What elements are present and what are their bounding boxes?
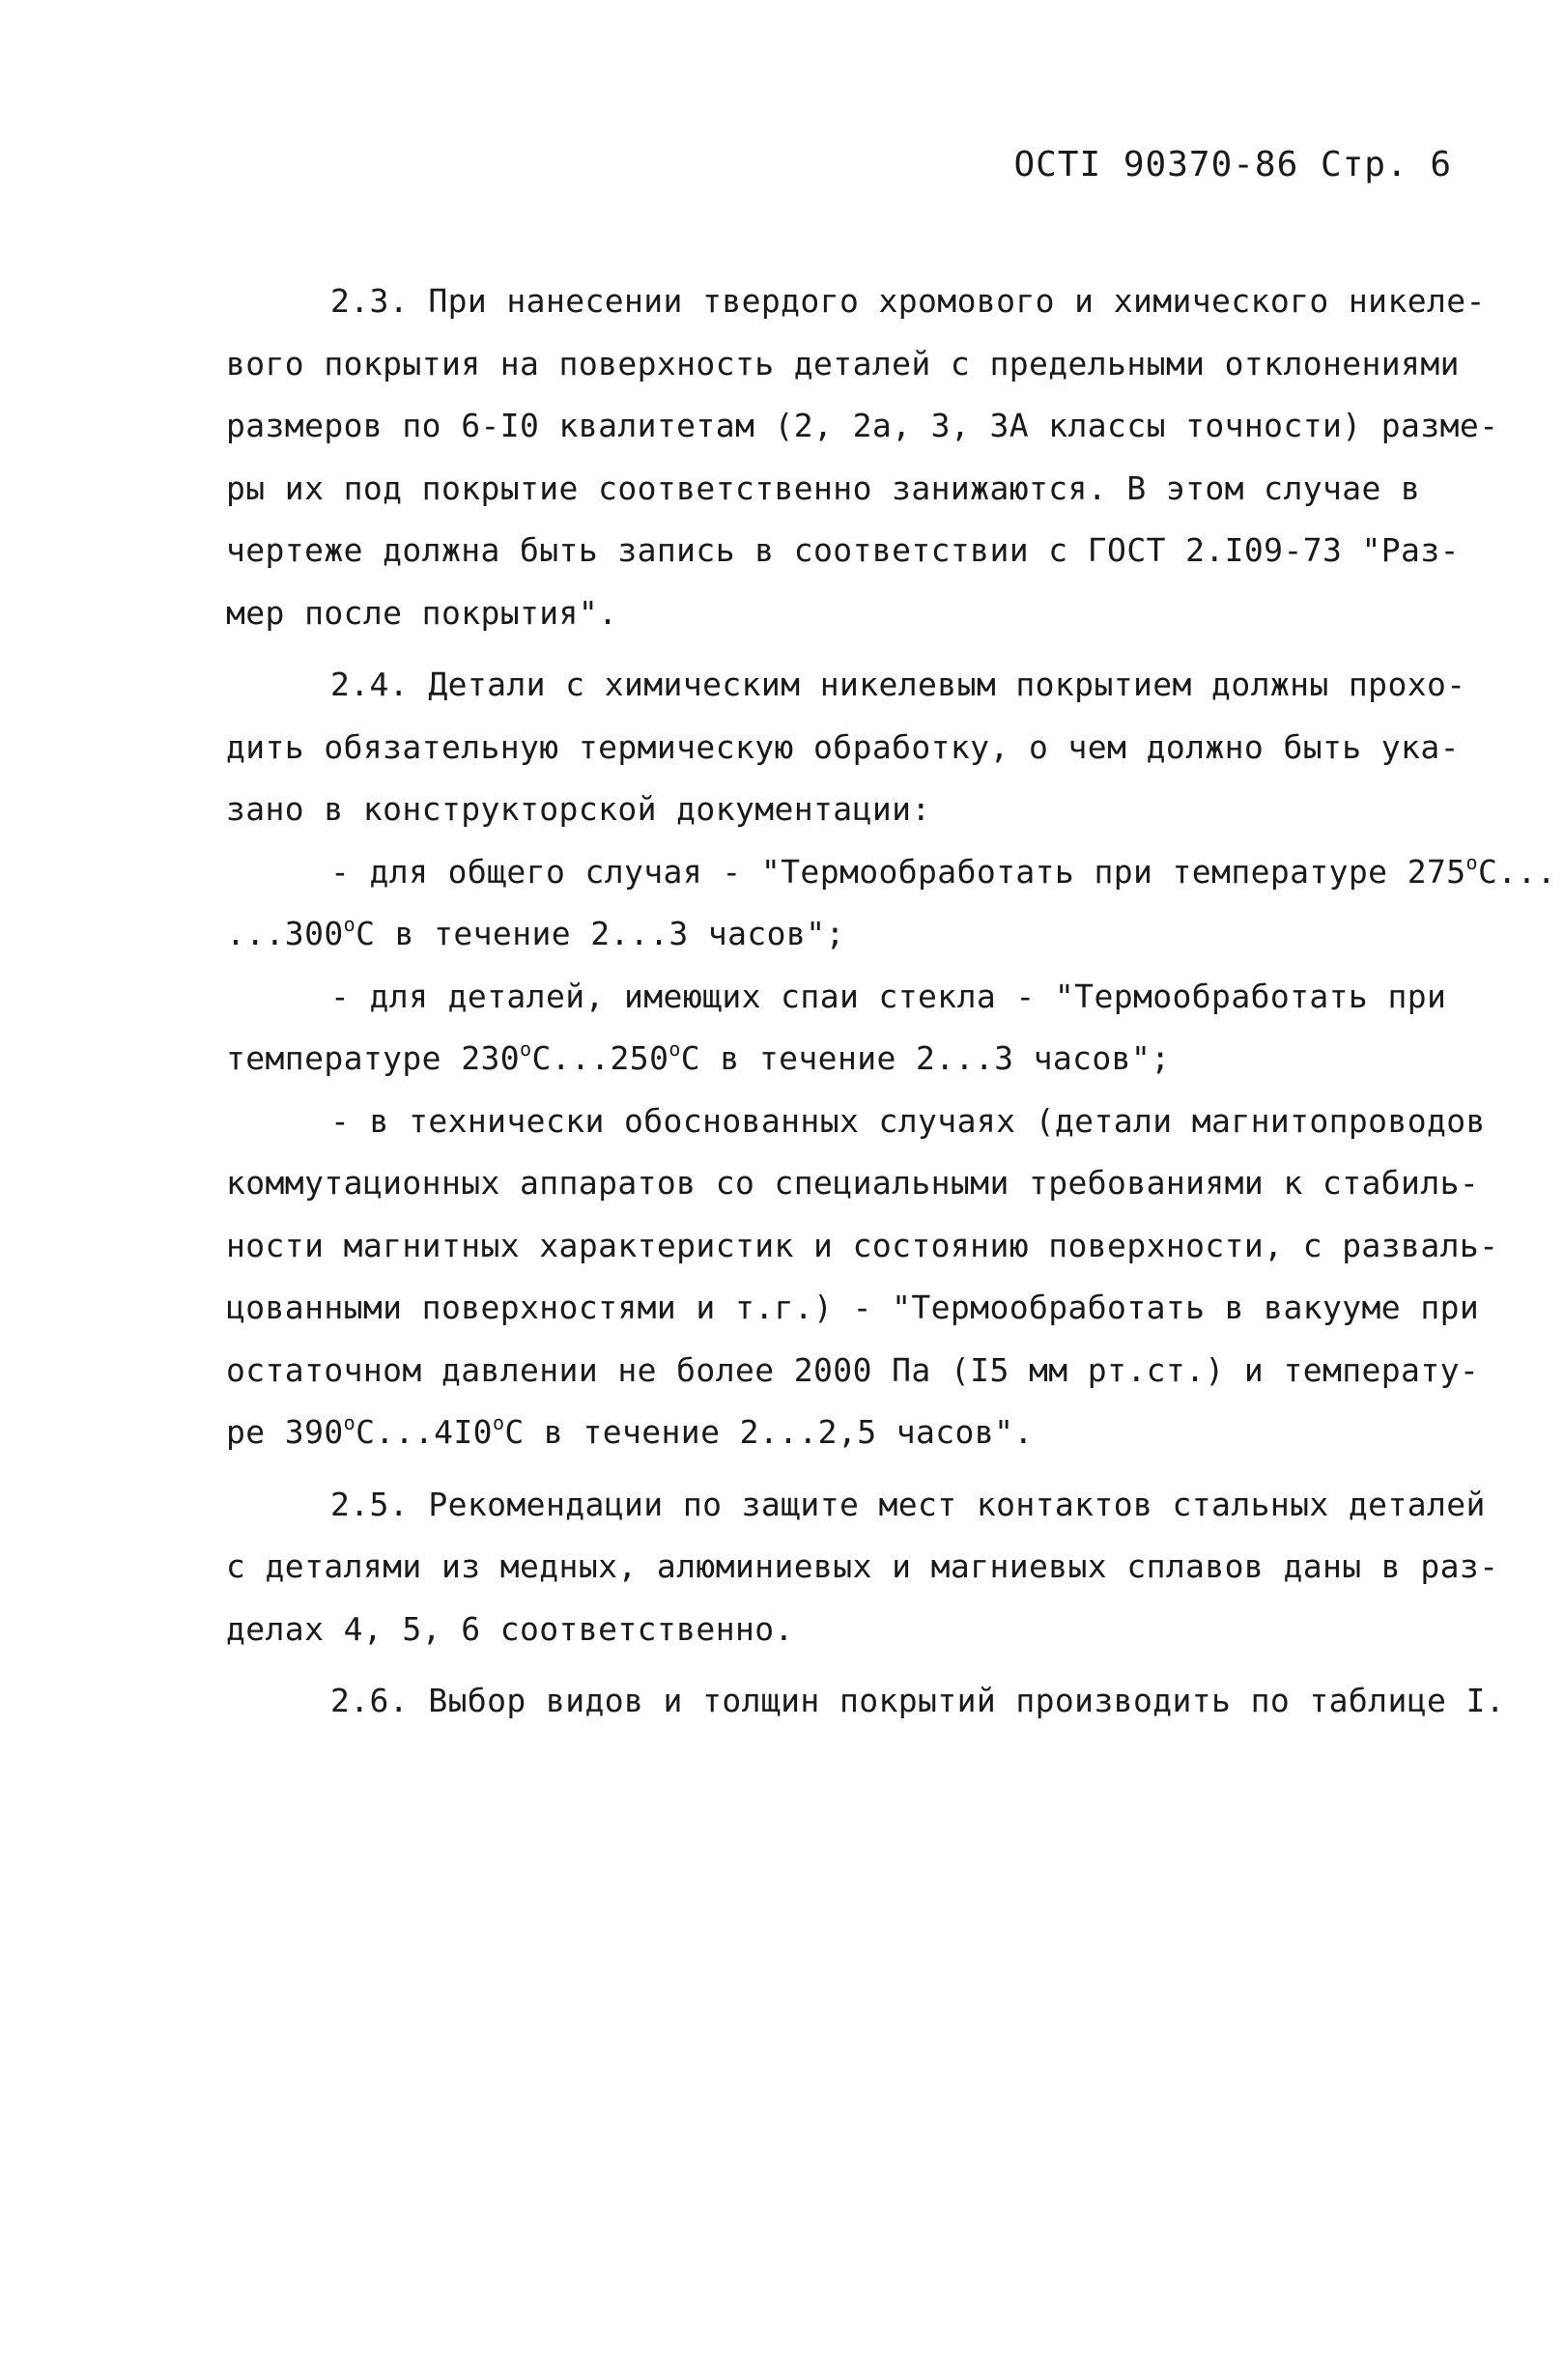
text-line: мер после покрытия". (226, 593, 618, 632)
text-line: - для общего случая - "Термообработать при температуре $275^оС$... (330, 850, 1557, 891)
bullet-general-case (226, 841, 1557, 966)
text-line: остаточном давлении не более 2000 Па (I5 мм рт.ст.) и температу- (226, 1350, 1480, 1389)
document-code: ОСТI 90370-86 (1013, 145, 1299, 184)
text-line: делах 4, 5, 6 соответственно. (226, 1609, 794, 1648)
text-line: размеров по 6-I0 квалитетам (2, 2а, 3, 3А классы точности) разме- (226, 407, 1499, 444)
text-line: чертеже должна быть запись в соответствии с ГОСТ 2.I09-73 "Раз- (226, 531, 1460, 569)
paragraph-2-4 (226, 654, 1511, 841)
text-line: 2.3. При нанесении твердого хромового и химического никеле- (330, 282, 1486, 320)
paragraph-2-5 (226, 1474, 1511, 1661)
text-line: 2.4. Детали с химическим никелевым покрытием должны прохо- (330, 666, 1466, 703)
bullet-glass-seals (226, 966, 1511, 1091)
text-line: цованными поверхностями и т.г.) - "Термообработать в вакууме при (226, 1289, 1480, 1326)
text-line: 2.6. Выбор видов и толщин покрытий производить по таблице I. (330, 1682, 1506, 1719)
text-line: зано в конструкторской документации: (226, 790, 931, 828)
page-header (1014, 145, 1453, 184)
text-line: коммутационных аппаратов со специальными требованиями к стабиль- (226, 1164, 1480, 1202)
paragraph-2-3 (226, 270, 1511, 644)
text-line: ности магнитных характеристик и состоянию поверхности, с разваль- (226, 1226, 1499, 1264)
text-line: - для деталей, имеющих спаи стекла - "Термообработать при (330, 977, 1447, 1015)
bullet-technical-cases (226, 1091, 1511, 1464)
text-line: температуре $230^оС...250^оС$ в течение 2...3 часов"; (226, 1037, 1171, 1077)
text-line: ре $390^оС...4I0^оС$ в течение 2...2,5 часов". (226, 1411, 1034, 1451)
document-body (226, 270, 1557, 1733)
paragraph-2-6 (226, 1670, 1511, 1733)
text-line: $...300^оС$ в течение 2...3 часов"; (226, 913, 845, 952)
text-line: дить обязательную термическую обработку, о чем должно быть ука- (226, 727, 1460, 766)
text-line: - в технически обоснованных случаях (детали магнитопроводов (330, 1101, 1486, 1140)
text-line: с деталями из медных, алюминиевых и магниевых сплавов даны в раз- (226, 1547, 1499, 1585)
text-line: ры их под покрытие соответственно занижаются. В этом случае в (226, 468, 1421, 507)
page-number: Стр. 6 (1320, 145, 1452, 184)
text-line: 2.5. Рекомендации по защите мест контактов стальных деталей (330, 1485, 1486, 1523)
text-line: вого покрытия на поверхность деталей с предельными отклонениями (226, 344, 1460, 382)
